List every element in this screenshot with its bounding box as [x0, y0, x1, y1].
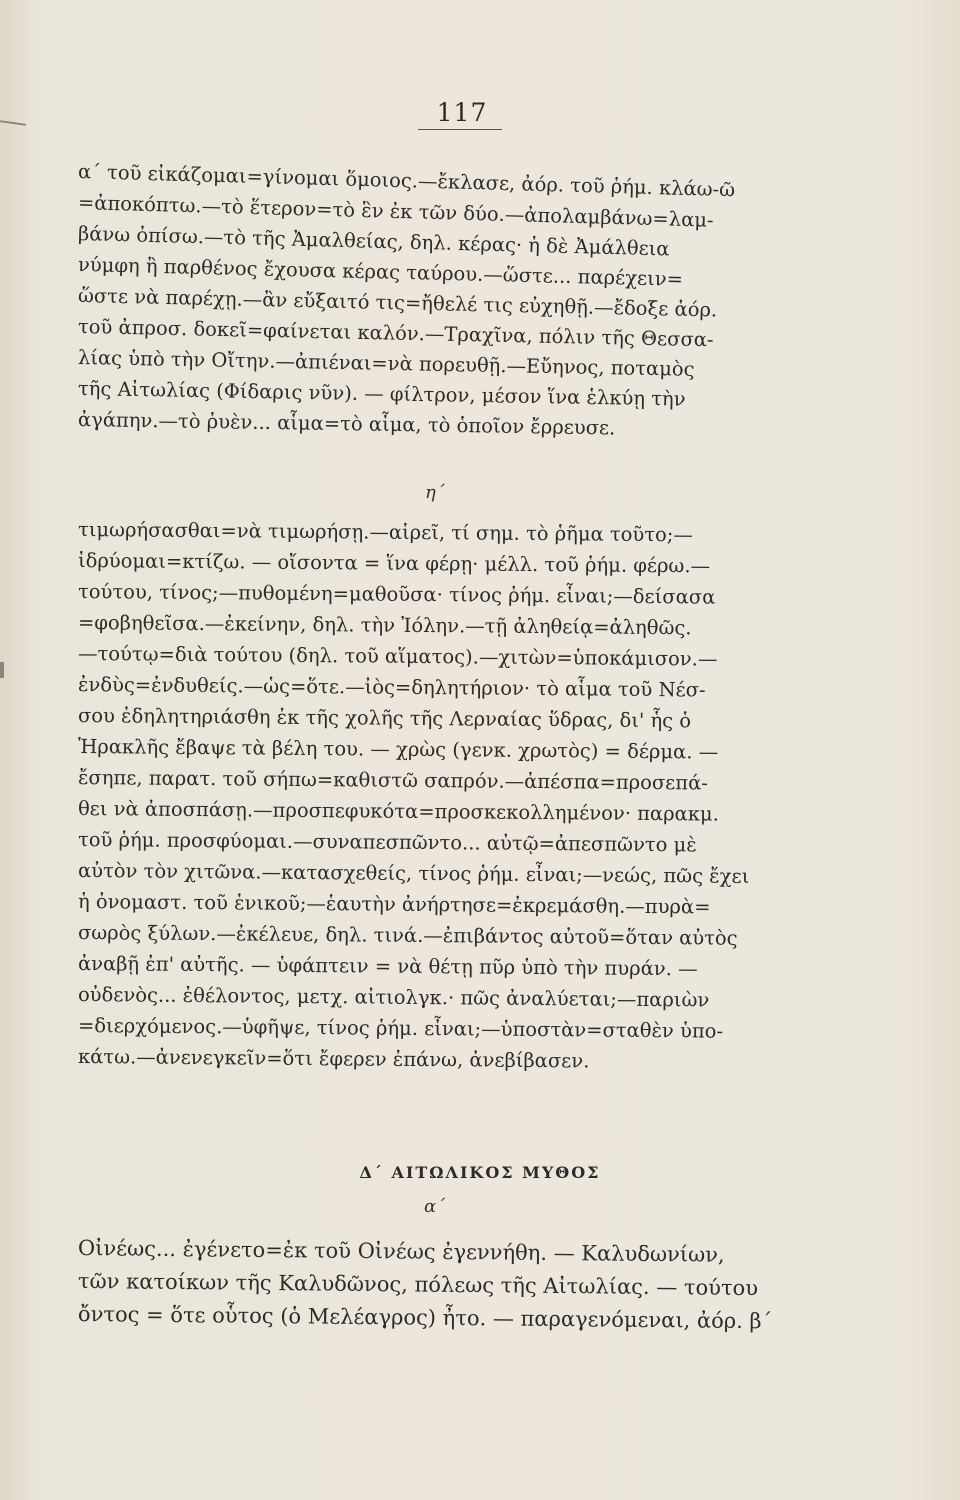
text-line: τῶν κατοίκων τῆς Καλυδῶνος, πόλεως τῆς Αἰτωλίας. — τούτου [77, 1269, 759, 1301]
text-line: σου ἐδηλητηριάσθη ἐκ τῆς χολῆς τῆς Λερναίας ὕδρας, δι' ἧς ὁ [77, 704, 692, 733]
page-number: 117 [436, 98, 488, 127]
text-line: ἀναβῇ ἐπ' αὐτῆς. — ὑφάπτειν = νὰ θέτῃ πῦρ ὑπὸ τὴν πυράν. — [77, 952, 698, 981]
notes-block-continuation [78, 160, 828, 450]
text-line: τούτου, τίνος;—πυθομένη=μαθοῦσα· τίνος ῥήμ. εἶναι;—δείσασα [77, 580, 716, 609]
page-number-underline [418, 129, 502, 130]
text-line: λίας ὑπὸ τὴν Οἴτην.—ἀπιέναι=νὰ πορευθῇ.—Εὔηνος, ποταμὸς [77, 346, 695, 381]
text-line: κάτω.—ἀνενεγκεῖν=ὅτι ἔφερεν ἐπάνω, ἀνεβίβασεν. [77, 1045, 590, 1073]
text-line: σωρὸς ξύλων.—ἐκέλευε, δηλ. τινά.—ἐπιβάντος αὐτοῦ=ὅταν αὐτὸς [77, 921, 738, 950]
text-line: τῆς Αἰτωλίας (Φίδαρις νῦν). — φίλτρον, μέσον ἵνα ἑλκύῃ τὴν [77, 377, 686, 411]
text-line: ἔσηπε, παρατ. τοῦ σήπω=καθιστῶ σαπρόν.—ἀπέσπα=προσεπά- [77, 766, 709, 795]
text-line: —τούτῳ=διὰ τούτου (δηλ. τοῦ αἵματος).—χιτὼν=ὑποκάμισον.— [77, 642, 718, 671]
text-line: τιμωρήσασθαι=νὰ τιμωρήσῃ.—αἱρεῖ, τί σημ. τὸ ῥῆμα τοῦτο;— [77, 518, 693, 547]
text-line: τοῦ ῥήμ. προσφύομαι.—συναπεσπῶντο... αὐτῷ=ἀπεσπῶντο μὲ [77, 828, 697, 857]
text-line: τοῦ ἀπροσ. δοκεῖ=φαίνεται καλόν.—Τραχῖνα, πόλιν τῆς Θεσσα- [77, 315, 714, 352]
text-line: Οἰνέως... ἐγένετο=ἐκ τοῦ Οἰνέως ἐγεννήθη. — Καλυδωνίων, [77, 1236, 725, 1267]
text-line: =ἀποκόπτω.—τὸ ἕτερον=τὸ ἓν ἐκ τῶν δύο.—ἀπολαμβάνω=λαμ- [77, 191, 714, 232]
notes-block-aitolikos [78, 1236, 828, 1346]
text-line: οὐδενὸς... ἐθέλοντος, μετχ. αἰτιολγκ.· πῶς ἀναλύεται;—παριὼν [77, 983, 710, 1012]
text-line: θει νὰ ἀποσπάσῃ.—προσπεφυκότα=προσκεκολλημένον· παρακμ. [77, 797, 719, 826]
scan-edge-mark [0, 662, 4, 678]
text-line: α΄ τοῦ εἰκάζομαι=γίνομαι ὅμοιος.—ἔκλασε, ἀόρ. τοῦ ῥήμ. κλάω-ῶ [77, 160, 736, 202]
section-marker-eta: η΄ [425, 482, 445, 503]
text-line: ἐνδὺς=ἐνδυθείς.—ὡς=ὅτε.—ἰὸς=δηλητήριον· τὸ αἷμα τοῦ Νέσ- [77, 673, 706, 702]
section-marker-alpha: α΄ [424, 1196, 446, 1217]
text-line: αὐτὸν τὸν χιτῶνα.—κατασχεθείς, τίνος ῥήμ. εἶναι;—νεώς, πῶς ἔχει [77, 859, 750, 888]
text-line: βάνω ὀπίσω.—τὸ τῆς Ἀμαλθείας, δηλ. κέρας· ἡ δὲ Ἀμάλθεια [77, 222, 670, 261]
text-line: ἡ ὀνομαστ. τοῦ ἑνικοῦ;—ἑαυτὴν ἀνήρτησε=ἐκρεμάσθη.—πυρὰ= [77, 890, 711, 919]
text-line: =φοβηθεῖσα.—ἐκείνην, δηλ. τὴν Ἰόλην.—τῇ ἀληθείᾳ=ἀληθῶς. [77, 611, 692, 640]
text-line: ἀγάπην.—τὸ ῥυὲν... αἷμα=τὸ αἷμα, τὸ ὁποῖον ἔρρευσε. [77, 408, 616, 440]
text-line: =διερχόμενος.—ὑφῆψε, τίνος ῥήμ. εἶναι;—ὑποστὰν=σταθὲν ὑπο- [77, 1014, 724, 1043]
text-line: ὄντος = ὅτε οὗτος (ὁ Μελέαγρος) ἦτο. — παραγενόμεναι, ἀόρ. β΄ [77, 1302, 773, 1334]
text-line: νύμφη ἢ παρθένος ἔχουσα κέρας ταύρου.—ὥστε... παρέχειν= [77, 253, 684, 291]
text-line: Ἡρακλῆς ἔβαψε τὰ βέλη του. — χρὼς (γενκ. χρωτὸς) = δέρμα. — [77, 735, 719, 764]
section-heading: Δ΄ ΑΙΤΩΛΙΚΟΣ ΜΥΘΟΣ [359, 1163, 601, 1182]
notes-block-eta [78, 518, 828, 1168]
scan-edge-mark [0, 120, 26, 126]
text-line: ὥστε νὰ παρέχῃ.—ἂν εὔξαιτό τις=ἤθελέ τις εὐχηθῇ.—ἔδοξε ἀόρ. [77, 284, 718, 322]
text-line: ἱδρύομαι=κτίζω. — οἴσοντα = ἵνα φέρῃ· μέλλ. τοῦ ῥήμ. φέρω.— [77, 549, 711, 578]
